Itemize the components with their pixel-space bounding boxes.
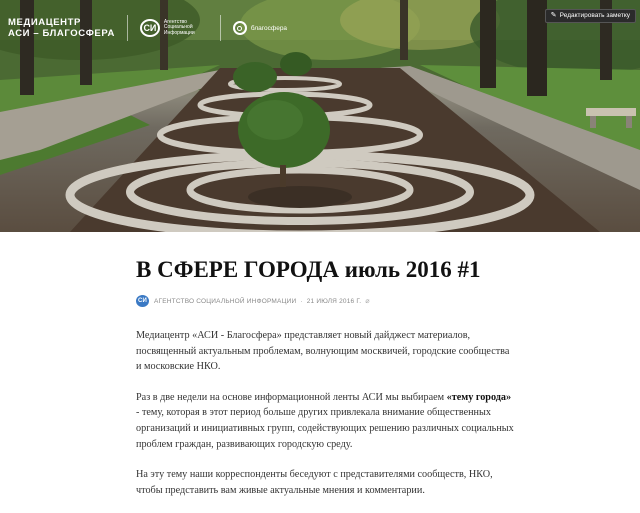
pencil-icon: ✎ bbox=[550, 12, 557, 19]
article-body bbox=[136, 328, 516, 498]
logo-blagosfera-text: благосфера bbox=[250, 24, 288, 32]
author-logo-icon[interactable]: СИ bbox=[136, 295, 149, 307]
publish-date: 21 ИЮЛЯ 2016 Г. bbox=[306, 297, 362, 305]
author-name[interactable]: АГЕНТСТВО СОЦИАЛЬНОЙ ИНФОРМАЦИИ bbox=[154, 297, 297, 305]
logo-asi[interactable] bbox=[140, 19, 208, 37]
asi-logo-icon: СИ bbox=[140, 19, 160, 37]
para2-highlight: «тему города» bbox=[446, 391, 512, 403]
logo-divider bbox=[220, 15, 221, 41]
article-paragraph-3: На эту тему наши корреспонденты беседуют с представителями сообществ, НКО, чтобы представить вам живые актуальные мнения и комментарии. bbox=[136, 469, 493, 496]
article bbox=[136, 256, 516, 513]
para2-text-end: - тему, которая в этот период больше других привлекала внимание общественных организаций и инициативных групп, содействующих решению различных социальных проблем граждан, развивающих городскую среду. bbox=[136, 407, 514, 450]
logo-mediacenter[interactable] bbox=[8, 17, 115, 39]
article-paragraph-1: Медиацентр «АСИ - Благосфера» представляет новый дайджест материалов, посвященный актуальным проблемам, волнующим москвичей, городские сообщества и московские НКО. bbox=[136, 330, 510, 373]
edit-note-label: Редактировать заметку bbox=[559, 12, 630, 19]
meta-separator: · bbox=[300, 297, 303, 305]
article-paragraph-2 bbox=[136, 390, 516, 452]
article-title: В СФЕРЕ ГОРОДА июль 2016 #1 bbox=[136, 257, 481, 282]
article-meta bbox=[136, 294, 516, 308]
link-icon[interactable]: ⌀ bbox=[365, 298, 370, 305]
para2-text-start: Раз в две недели на основе информационной ленты АСИ мы выбираем bbox=[136, 391, 447, 403]
header-logos bbox=[8, 14, 287, 42]
edit-note-button[interactable] bbox=[545, 9, 636, 23]
blagosfera-logo-icon bbox=[233, 21, 247, 35]
logo-mediacenter-line1: МЕДИАЦЕНТР bbox=[8, 17, 81, 28]
logo-mediacenter-line2: АСИ – БЛАГОСФЕРА bbox=[8, 28, 115, 39]
logo-asi-text: Агентство Социальной Информации bbox=[163, 18, 195, 36]
logo-divider bbox=[127, 15, 128, 41]
hero-image bbox=[0, 0, 640, 232]
logo-blagosfera[interactable] bbox=[233, 21, 287, 35]
